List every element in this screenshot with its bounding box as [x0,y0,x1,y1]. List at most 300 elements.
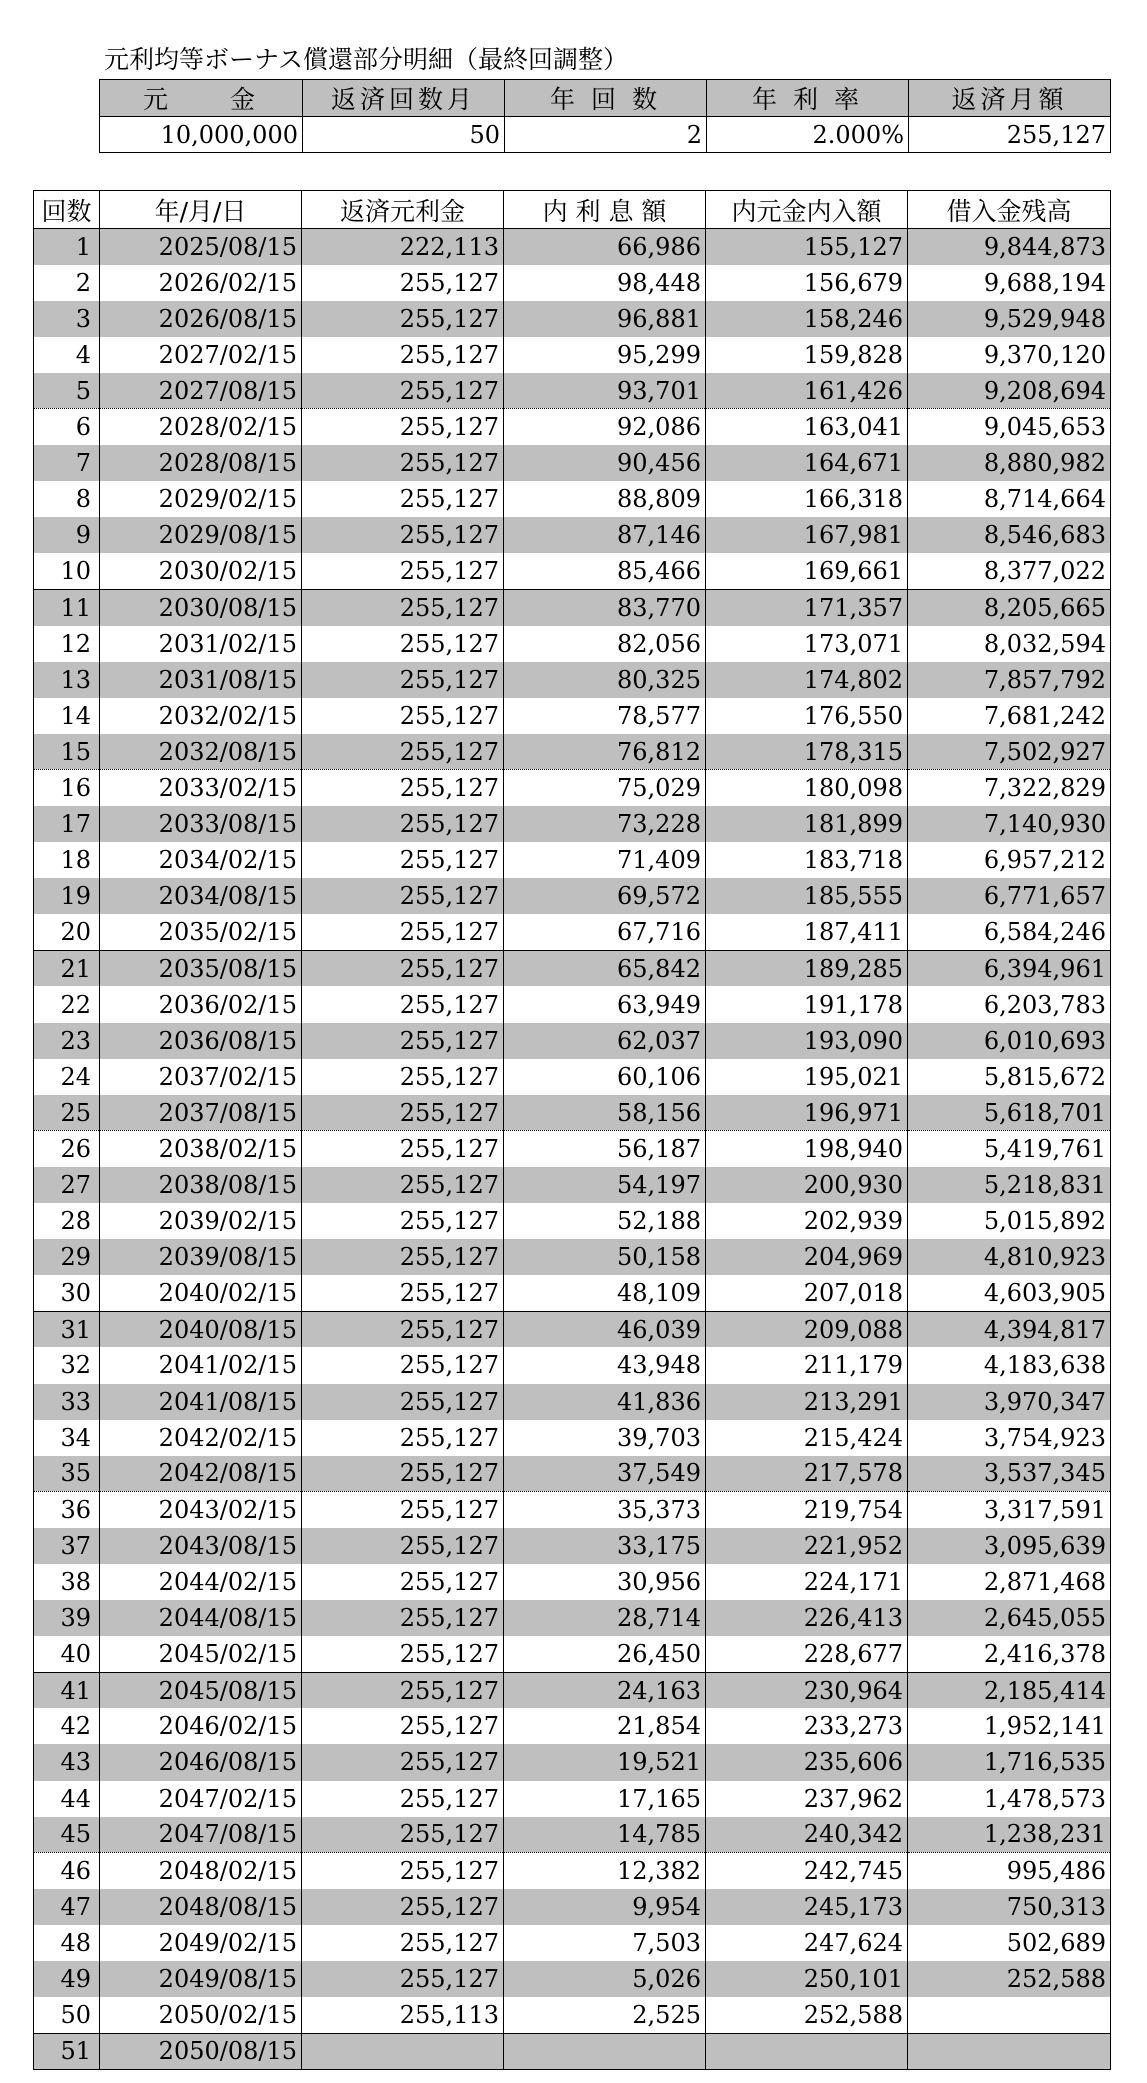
payment-date-cell: 2048/02/15 [100,1853,302,1889]
payment-amount-cell: 255,127 [302,1420,504,1456]
payment-amount-cell: 255,127 [302,1203,504,1239]
interest-amount-cell: 5,026 [504,1961,706,1997]
principal-portion-cell: 155,127 [706,229,908,265]
payment-date-cell: 2029/08/15 [100,517,302,553]
payment-amount-cell: 255,127 [302,1023,504,1059]
payment-amount-cell: 255,127 [302,950,504,986]
interest-amount-cell: 43,948 [504,1347,706,1383]
remaining-balance-cell: 4,603,905 [908,1275,1111,1311]
principal-portion-cell: 198,940 [706,1131,908,1167]
interest-amount-cell: 54,197 [504,1167,706,1203]
installment-number-cell: 34 [34,1420,100,1456]
installment-number-cell: 16 [34,770,100,806]
remaining-balance-cell [908,1997,1111,2033]
principal-portion-cell: 163,041 [706,409,908,445]
payment-amount-cell: 255,127 [302,1059,504,1095]
principal-portion-cell: 200,930 [706,1167,908,1203]
table-row [34,589,1111,625]
interest-amount-cell [504,2033,706,2069]
installment-number-cell: 19 [34,878,100,914]
payment-date-cell: 2034/02/15 [100,842,302,878]
interest-amount-cell: 28,714 [504,1600,706,1636]
remaining-balance-cell: 995,486 [908,1853,1111,1889]
table-row [34,1311,1111,1347]
payment-date-cell: 2045/02/15 [100,1636,302,1672]
principal-portion-cell: 191,178 [706,986,908,1022]
interest-amount-cell: 63,949 [504,986,706,1022]
table-row [34,1564,1111,1600]
installment-number-cell: 14 [34,698,100,734]
principal-portion-cell: 240,342 [706,1817,908,1853]
installment-number-cell: 25 [34,1095,100,1131]
interest-amount-cell: 48,109 [504,1275,706,1311]
table-row [34,337,1111,373]
table-row [34,626,1111,662]
interest-amount-cell: 82,056 [504,626,706,662]
table-row [34,1492,1111,1528]
principal-portion-cell: 166,318 [706,481,908,517]
remaining-balance-cell: 5,419,761 [908,1131,1111,1167]
interest-amount-cell: 50,158 [504,1239,706,1275]
balance-header: 借入金残高 [908,191,1111,229]
payment-amount-cell: 255,127 [302,1925,504,1961]
interest-amount-cell: 73,228 [504,806,706,842]
interest-amount-cell: 12,382 [504,1853,706,1889]
payment-date-cell: 2044/02/15 [100,1564,302,1600]
remaining-balance-cell: 9,208,694 [908,373,1111,409]
remaining-balance-cell: 4,394,817 [908,1311,1111,1347]
principal-portion-cell: 189,285 [706,950,908,986]
payment-date-cell: 2048/08/15 [100,1889,302,1925]
payment-date-cell: 2029/02/15 [100,481,302,517]
interest-amount-cell: 87,146 [504,517,706,553]
payment-date-cell: 2046/02/15 [100,1708,302,1744]
payment-amount-cell: 255,127 [302,373,504,409]
installment-number-cell: 4 [34,337,100,373]
payment-amount-cell: 255,127 [302,1744,504,1780]
interest-amount-cell: 39,703 [504,1420,706,1456]
remaining-balance-cell: 1,238,231 [908,1817,1111,1853]
installment-number-cell: 6 [34,409,100,445]
interest-amount-cell: 37,549 [504,1456,706,1492]
summary-value-row [100,117,1111,153]
installment-number-cell: 38 [34,1564,100,1600]
payment-amount-cell: 255,127 [302,481,504,517]
installment-number-cell: 8 [34,481,100,517]
remaining-balance-cell: 4,183,638 [908,1347,1111,1383]
installment-number-cell: 5 [34,373,100,409]
table-row [34,1384,1111,1420]
table-row [34,1600,1111,1636]
principal-portion-header: 内元金内入額 [706,191,908,229]
principal-portion-cell: 193,090 [706,1023,908,1059]
date-header: 年/月/日 [100,191,302,229]
remaining-balance-cell: 6,771,657 [908,878,1111,914]
schedule-body [34,229,1111,2070]
principal-portion-cell: 195,021 [706,1059,908,1095]
table-row [34,301,1111,337]
installment-number-cell: 30 [34,1275,100,1311]
installment-number-cell: 27 [34,1167,100,1203]
payment-count-header: 返済回数月 [303,80,505,117]
table-row [34,409,1111,445]
payment-amount-cell: 255,127 [302,1167,504,1203]
interest-amount-cell: 95,299 [504,337,706,373]
installment-number-cell: 26 [34,1131,100,1167]
principal-portion-cell: 180,098 [706,770,908,806]
payment-date-cell: 2040/08/15 [100,1311,302,1347]
remaining-balance-cell: 2,645,055 [908,1600,1111,1636]
principal-portion-cell: 209,088 [706,1311,908,1347]
remaining-balance-cell: 8,377,022 [908,553,1111,589]
principal-portion-cell: 183,718 [706,842,908,878]
remaining-balance-cell: 6,584,246 [908,914,1111,950]
payment-amount-cell [302,2033,504,2069]
principal-portion-cell: 176,550 [706,698,908,734]
installment-number-cell: 29 [34,1239,100,1275]
principal-portion-cell: 233,273 [706,1708,908,1744]
installment-number-cell: 28 [34,1203,100,1239]
payment-amount-cell: 255,127 [302,1961,504,1997]
remaining-balance-cell: 5,218,831 [908,1167,1111,1203]
payment-amount-cell: 255,127 [302,1275,504,1311]
payment-date-cell: 2044/08/15 [100,1600,302,1636]
interest-amount-cell: 24,163 [504,1672,706,1708]
principal-portion-cell: 247,624 [706,1925,908,1961]
installment-number-cell: 2 [34,265,100,301]
payment-amount-cell: 255,127 [302,1636,504,1672]
payment-amount-cell: 255,127 [302,1528,504,1564]
payment-date-cell: 2039/02/15 [100,1203,302,1239]
payment-amount-cell: 255,127 [302,1492,504,1528]
table-row [34,373,1111,409]
interest-amount-cell: 52,188 [504,1203,706,1239]
remaining-balance-cell: 5,618,701 [908,1095,1111,1131]
principal-portion-cell: 181,899 [706,806,908,842]
installment-number-cell: 37 [34,1528,100,1564]
payment-amount-cell: 255,127 [302,1817,504,1853]
installment-number-cell: 9 [34,517,100,553]
payment-date-cell: 2027/02/15 [100,337,302,373]
payment-date-cell: 2026/02/15 [100,265,302,301]
installment-number-cell: 40 [34,1636,100,1672]
installment-number-cell: 45 [34,1817,100,1853]
interest-header: 内 利 息 額 [504,191,706,229]
annual-count-value: 2 [505,117,707,153]
payment-date-cell: 2031/08/15 [100,662,302,698]
remaining-balance-cell: 6,010,693 [908,1023,1111,1059]
table-row [34,1997,1111,2033]
payment-date-cell: 2037/08/15 [100,1095,302,1131]
remaining-balance-cell: 750,313 [908,1889,1111,1925]
principal-portion-cell: 161,426 [706,373,908,409]
principal-portion-cell: 174,802 [706,662,908,698]
installment-number-cell: 11 [34,589,100,625]
remaining-balance-cell: 9,844,873 [908,229,1111,265]
remaining-balance-cell: 3,317,591 [908,1492,1111,1528]
payment-date-cell: 2035/08/15 [100,950,302,986]
payment-amount-cell: 255,127 [302,445,504,481]
principal-portion-cell: 173,071 [706,626,908,662]
interest-amount-cell: 14,785 [504,1817,706,1853]
installment-number-cell: 33 [34,1384,100,1420]
payment-date-cell: 2034/08/15 [100,878,302,914]
remaining-balance-cell: 252,588 [908,1961,1111,1997]
installment-number-cell: 32 [34,1347,100,1383]
payment-amount-cell: 255,127 [302,301,504,337]
installment-number-cell: 43 [34,1744,100,1780]
table-row [34,1023,1111,1059]
interest-rate-value: 2.000% [707,117,909,153]
payment-date-cell: 2050/02/15 [100,1997,302,2033]
payment-amount-cell: 255,127 [302,1672,504,1708]
payment-amount-cell: 255,127 [302,914,504,950]
table-row [34,1528,1111,1564]
interest-amount-cell: 83,770 [504,589,706,625]
payment-amount-cell: 255,127 [302,1131,504,1167]
payment-date-cell: 2049/02/15 [100,1925,302,1961]
annual-count-header: 年 回 数 [505,80,707,117]
principal-portion-cell: 242,745 [706,1853,908,1889]
table-row [34,265,1111,301]
table-row [34,806,1111,842]
table-row [34,914,1111,950]
remaining-balance-cell: 7,140,930 [908,806,1111,842]
installment-number-cell: 51 [34,2033,100,2069]
table-row [34,1853,1111,1889]
payment-date-cell: 2041/08/15 [100,1384,302,1420]
payment-amount-cell: 255,127 [302,986,504,1022]
payment-amount-cell: 255,127 [302,1600,504,1636]
table-row [34,2033,1111,2069]
payment-amount-cell: 255,113 [302,1997,504,2033]
table-row [34,698,1111,734]
payment-date-cell: 2030/02/15 [100,553,302,589]
interest-amount-cell: 7,503 [504,1925,706,1961]
interest-amount-cell: 96,881 [504,301,706,337]
principal-portion-cell: 169,661 [706,553,908,589]
summary-header-row [100,80,1111,117]
interest-amount-cell: 26,450 [504,1636,706,1672]
installment-number-cell: 21 [34,950,100,986]
payment-date-cell: 2027/08/15 [100,373,302,409]
payment-header: 返済元利金 [302,191,504,229]
interest-amount-cell: 19,521 [504,1744,706,1780]
principal-portion-cell: 245,173 [706,1889,908,1925]
principal-portion-cell: 230,964 [706,1672,908,1708]
remaining-balance-cell: 5,815,672 [908,1059,1111,1095]
principal-portion-cell: 156,679 [706,265,908,301]
installment-number-header: 回数 [34,191,100,229]
payment-amount-cell: 255,127 [302,265,504,301]
payment-date-cell: 2046/08/15 [100,1744,302,1780]
payment-date-cell: 2039/08/15 [100,1239,302,1275]
interest-amount-cell: 93,701 [504,373,706,409]
interest-amount-cell: 90,456 [504,445,706,481]
payment-amount-cell: 255,127 [302,1564,504,1600]
payment-date-cell: 2036/08/15 [100,1023,302,1059]
payment-amount-cell: 255,127 [302,337,504,373]
remaining-balance-cell: 6,957,212 [908,842,1111,878]
table-row [34,1708,1111,1744]
interest-amount-cell: 62,037 [504,1023,706,1059]
table-row [34,1744,1111,1780]
payment-date-cell: 2041/02/15 [100,1347,302,1383]
interest-amount-cell: 66,986 [504,229,706,265]
table-row [34,1636,1111,1672]
table-row [34,1817,1111,1853]
interest-amount-cell: 30,956 [504,1564,706,1600]
table-row [34,481,1111,517]
table-row [34,1239,1111,1275]
principal-portion-cell: 167,981 [706,517,908,553]
table-row [34,1889,1111,1925]
payment-date-cell: 2038/02/15 [100,1131,302,1167]
table-row [34,1275,1111,1311]
remaining-balance-cell [908,2033,1111,2069]
interest-amount-cell: 41,836 [504,1384,706,1420]
payment-date-cell: 2042/02/15 [100,1420,302,1456]
table-row [34,1672,1111,1708]
principal-portion-cell: 228,677 [706,1636,908,1672]
installment-number-cell: 39 [34,1600,100,1636]
interest-amount-cell: 78,577 [504,698,706,734]
principal-portion-cell: 250,101 [706,1961,908,1997]
remaining-balance-cell: 8,714,664 [908,481,1111,517]
principal-portion-cell: 237,962 [706,1781,908,1817]
principal-portion-cell: 159,828 [706,337,908,373]
interest-amount-cell: 9,954 [504,1889,706,1925]
installment-number-cell: 15 [34,734,100,770]
payment-date-cell: 2028/02/15 [100,409,302,445]
table-row [34,445,1111,481]
table-row [34,986,1111,1022]
interest-amount-cell: 67,716 [504,914,706,950]
interest-amount-cell: 71,409 [504,842,706,878]
principal-portion-cell: 171,357 [706,589,908,625]
payment-amount-cell: 255,127 [302,1311,504,1347]
table-row [34,1925,1111,1961]
remaining-balance-cell: 3,095,639 [908,1528,1111,1564]
payment-amount-cell: 255,127 [302,1384,504,1420]
principal-portion-cell [706,2033,908,2069]
payment-date-cell: 2036/02/15 [100,986,302,1022]
payment-amount-cell: 255,127 [302,662,504,698]
table-row [34,1131,1111,1167]
payment-date-cell: 2047/02/15 [100,1781,302,1817]
table-row [34,1456,1111,1492]
interest-amount-cell: 2,525 [504,1997,706,2033]
table-row [34,950,1111,986]
table-row [34,662,1111,698]
payment-date-cell: 2050/08/15 [100,2033,302,2069]
remaining-balance-cell: 8,032,594 [908,626,1111,662]
principal-portion-cell: 204,969 [706,1239,908,1275]
installment-number-cell: 20 [34,914,100,950]
payment-date-cell: 2037/02/15 [100,1059,302,1095]
remaining-balance-cell: 5,015,892 [908,1203,1111,1239]
interest-amount-cell: 35,373 [504,1492,706,1528]
remaining-balance-cell: 1,478,573 [908,1781,1111,1817]
payment-count-value: 50 [303,117,505,153]
interest-amount-cell: 85,466 [504,553,706,589]
payment-date-cell: 2033/08/15 [100,806,302,842]
table-row [34,1167,1111,1203]
remaining-balance-cell: 6,394,961 [908,950,1111,986]
payment-date-cell: 2032/08/15 [100,734,302,770]
payment-amount-cell: 255,127 [302,842,504,878]
installment-number-cell: 49 [34,1961,100,1997]
payment-amount-cell: 255,127 [302,734,504,770]
installment-number-cell: 23 [34,1023,100,1059]
remaining-balance-cell: 2,416,378 [908,1636,1111,1672]
remaining-balance-cell: 3,970,347 [908,1384,1111,1420]
principal-portion-cell: 215,424 [706,1420,908,1456]
payment-amount-cell: 255,127 [302,1347,504,1383]
installment-number-cell: 7 [34,445,100,481]
interest-amount-cell: 65,842 [504,950,706,986]
principal-portion-cell: 164,671 [706,445,908,481]
installment-number-cell: 3 [34,301,100,337]
interest-amount-cell: 98,448 [504,265,706,301]
principal-portion-cell: 226,413 [706,1600,908,1636]
remaining-balance-cell: 8,880,982 [908,445,1111,481]
payment-date-cell: 2045/08/15 [100,1672,302,1708]
schedule-header-row [34,191,1111,229]
installment-number-cell: 47 [34,1889,100,1925]
principal-portion-cell: 207,018 [706,1275,908,1311]
table-row [34,517,1111,553]
installment-number-cell: 41 [34,1672,100,1708]
remaining-balance-cell: 2,185,414 [908,1672,1111,1708]
payment-amount-cell: 255,127 [302,1239,504,1275]
remaining-balance-cell: 1,716,535 [908,1744,1111,1780]
remaining-balance-cell: 1,952,141 [908,1708,1111,1744]
table-row [34,1961,1111,1997]
interest-amount-cell: 69,572 [504,878,706,914]
principal-header: 元 金 [100,80,303,117]
principal-portion-cell: 187,411 [706,914,908,950]
payment-amount-cell: 255,127 [302,517,504,553]
table-row [34,229,1111,265]
payment-amount-cell: 255,127 [302,1889,504,1925]
interest-amount-cell: 76,812 [504,734,706,770]
table-row [34,1781,1111,1817]
repayment-schedule-table [33,190,1111,2070]
payment-amount-cell: 255,127 [302,1853,504,1889]
installment-number-cell: 17 [34,806,100,842]
installment-number-cell: 46 [34,1853,100,1889]
remaining-balance-cell: 2,871,468 [908,1564,1111,1600]
payment-date-cell: 2047/08/15 [100,1817,302,1853]
payment-amount-cell: 255,127 [302,626,504,662]
installment-number-cell: 12 [34,626,100,662]
remaining-balance-cell: 8,205,665 [908,589,1111,625]
payment-date-cell: 2049/08/15 [100,1961,302,1997]
remaining-balance-cell: 7,502,927 [908,734,1111,770]
payment-date-cell: 2031/02/15 [100,626,302,662]
table-row [34,842,1111,878]
payment-date-cell: 2033/02/15 [100,770,302,806]
table-row [34,770,1111,806]
interest-amount-cell: 92,086 [504,409,706,445]
table-row [34,1095,1111,1131]
remaining-balance-cell: 6,203,783 [908,986,1111,1022]
payment-date-cell: 2026/08/15 [100,301,302,337]
payment-date-cell: 2042/08/15 [100,1456,302,1492]
payment-amount-cell: 255,127 [302,770,504,806]
installment-number-cell: 36 [34,1492,100,1528]
